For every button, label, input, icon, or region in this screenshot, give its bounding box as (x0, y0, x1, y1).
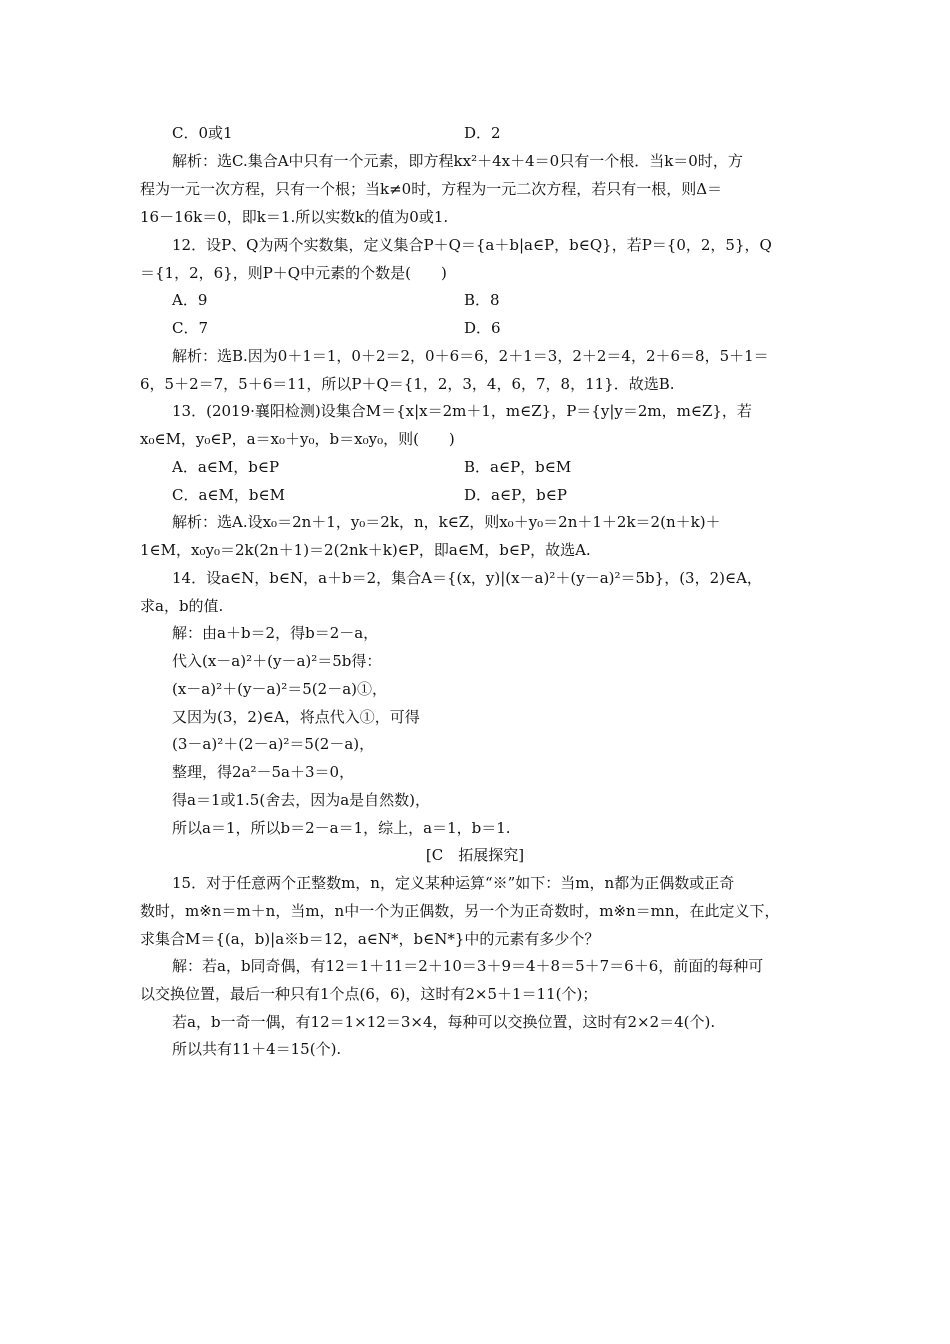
q13-option-c: C．a∈M，b∈M (172, 486, 285, 504)
q15-stem-line: 15．对于任意两个正整数m，n，定义某种运算“※”如下：当m，n都为正偶数或正奇 (172, 874, 735, 892)
q14-solution-line: (3－a)²＋(2－a)²＝5(2－a)， (172, 735, 375, 753)
q15-solution-line: 所以共有11＋4＝15(个). (172, 1040, 342, 1058)
q12-stem-line: 12．设P、Q为两个实数集，定义集合P＋Q＝{a＋b|a∈P，b∈Q}，若P＝{0，2，5}，Q (172, 236, 772, 254)
q14-stem-line: 14．设a∈N，b∈N，a＋b＝2，集合A＝{(x，y)|(x－a)²＋(y－a)²＝5b}，(3，2)∈A， (172, 569, 762, 587)
q13-stem-line: 13．(2019·襄阳检测)设集合M＝{x|x＝2m＋1，m∈Z}，P＝{y|y＝2m，m∈Z}，若 (172, 402, 752, 420)
q11-analysis-line: 程为一元一次方程，只有一个根；当k≠0时，方程为一元二次方程，若只有一根，则Δ＝ (140, 180, 723, 198)
q14-solution-line: 所以a＝1，所以b＝2－a＝1，综上，a＝1，b＝1. (172, 819, 511, 837)
q15-stem-line: 数时，m※n＝m＋n，当m，n中一个为正偶数，另一个为正奇数时，m※n＝mn，在此定义下， (140, 902, 780, 920)
q11-analysis-line: 解析：选C.集合A中只有一个元素，即方程kx²＋4x＋4＝0只有一个根．当k＝0时，方 (172, 152, 743, 170)
q14-solution-line: 又因为(3，2)∈A，将点代入①，可得 (172, 708, 420, 726)
q12-option-c: C．7 (172, 319, 209, 337)
q14-solution-line: 整理，得2a²－5a＋3＝0， (172, 763, 355, 781)
q13-stem-line: x₀∈M，y₀∈P，a＝x₀＋y₀，b＝x₀y₀，则( ) (140, 430, 455, 448)
q13-option-d: D．a∈P，b∈P (464, 486, 567, 504)
q11-option-d: D．2 (464, 124, 501, 142)
q12-option-b: B．8 (464, 291, 500, 309)
q15-solution-line: 以交换位置，最后一种只有1个点(6，6)，这时有2×5＋1＝11(个)； (140, 985, 598, 1003)
q13-analysis-line: 解析：选A.设x₀＝2n＋1，y₀＝2k，n，k∈Z，则x₀＋y₀＝2n＋1＋2k＝2(n＋k)＋ (172, 513, 721, 531)
q11-option-c: C．0或1 (172, 124, 233, 142)
q15-solution-line: 解：若a，b同奇偶，有12＝1＋11＝2＋10＝3＋9＝4＋8＝5＋7＝6＋6，前面的每种可 (172, 957, 764, 975)
q14-stem-line: 求a，b的值. (140, 597, 224, 615)
q14-solution-line: 代入(x－a)²＋(y－a)²＝5b得： (172, 652, 382, 670)
q13-option-a: A．a∈M，b∈P (172, 458, 280, 476)
q14-solution-line: 解：由a＋b＝2，得b＝2－a， (172, 624, 379, 642)
q12-stem-line: ＝{1，2，6}，则P＋Q中元素的个数是( ) (140, 264, 447, 282)
q13-analysis-line: 1∈M，x₀y₀＝2k(2n＋1)＝2(2nk＋k)∈P，即a∈M，b∈P，故选A. (140, 541, 591, 559)
q14-solution-line: 得a＝1或1.5(舍去，因为a是自然数)， (172, 791, 430, 809)
q15-solution-line: 若a，b一奇一偶，有12＝1×12＝3×4，每种可以交换位置，这时有2×2＝4(个). (172, 1013, 716, 1031)
q12-option-d: D．6 (464, 319, 501, 337)
q12-analysis-line: 6，5＋2＝7，5＋6＝11，所以P＋Q＝{1，2，3，4，6，7，8，11}．故选B. (140, 375, 675, 393)
q12-option-a: A．9 (172, 291, 208, 309)
q11-analysis-line: 16－16k＝0，即k＝1.所以实数k的值为0或1. (140, 208, 449, 226)
q13-option-b: B．a∈P，b∈M (464, 458, 572, 476)
q12-analysis-line: 解析：选B.因为0＋1＝1，0＋2＝2，0＋6＝6，2＋1＝3，2＋2＝4，2＋6＝8，5＋1＝ (172, 347, 769, 365)
q15-stem-line: 求集合M＝{(a，b)|a※b＝12，a∈N*，b∈N*}中的元素有多少个？ (140, 930, 600, 948)
section-heading: [C 拓展探究] (425, 846, 525, 864)
q14-solution-line: (x－a)²＋(y－a)²＝5(2－a)①， (172, 680, 387, 698)
